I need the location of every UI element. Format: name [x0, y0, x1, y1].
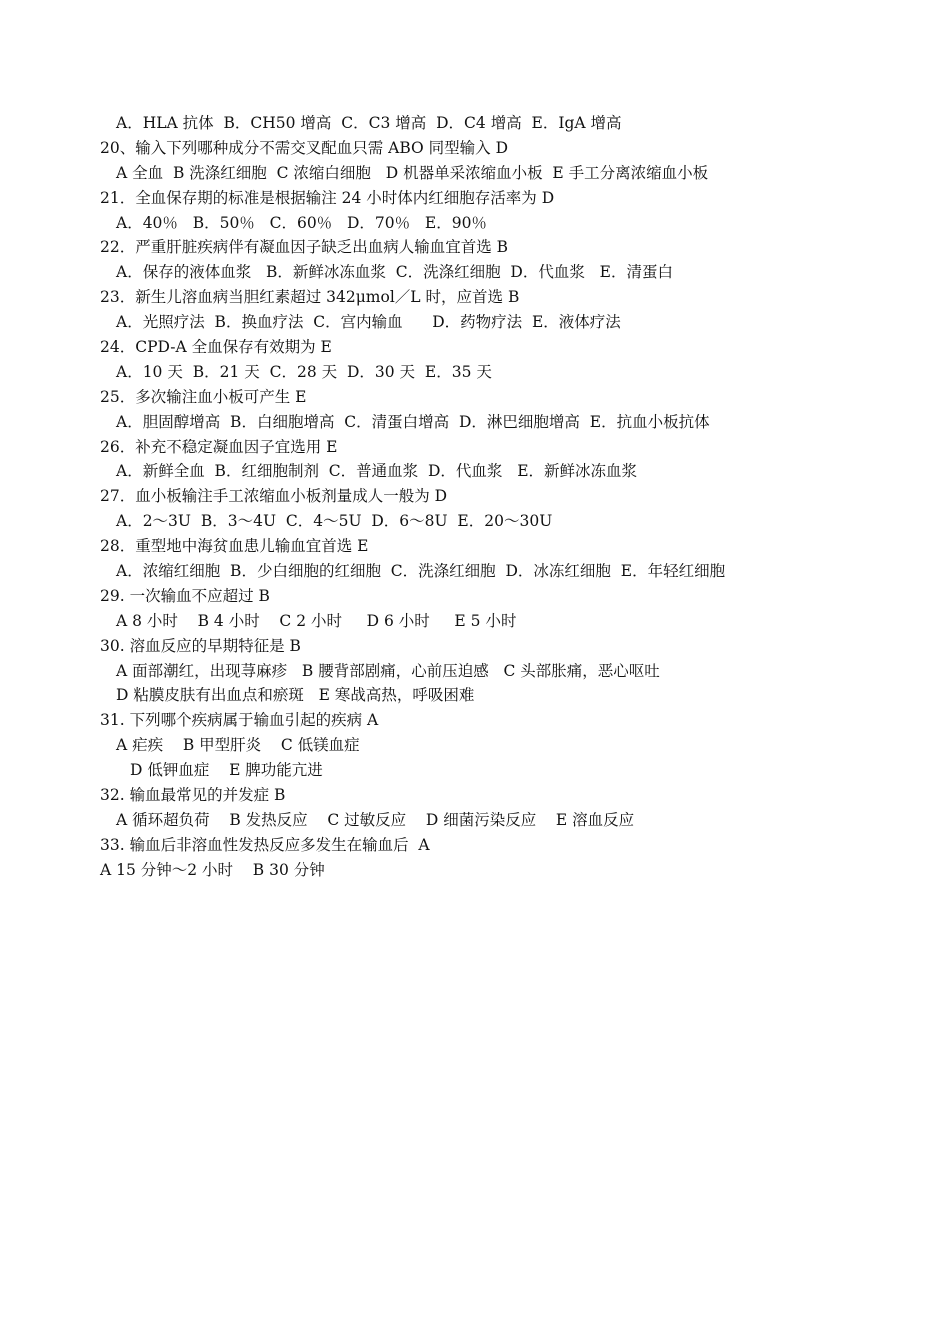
option-line: A．10 天 B．21 天 C．28 天 D．30 天 E．35 天: [116, 362, 492, 381]
option-line: A．光照疗法 B．换血疗法 C．宫内输血 D．药物疗法 E．液体疗法: [116, 313, 621, 332]
option-line: A 疟疾 B 甲型肝炎 C 低镁血症: [116, 736, 360, 755]
question-line: 28．重型地中海贫血患儿输血宜首选 E: [100, 537, 369, 556]
option-line: A．保存的液体血浆 B．新鲜冰冻血浆 C．洗涤红细胞 D．代血浆 E．清蛋白: [116, 263, 673, 282]
question-line: 29. 一次输血不应超过 B: [100, 586, 270, 605]
option-line: A．HLA 抗体 B．CH50 增高 C．C3 增高 D．C4 增高 E．IgA 增高: [116, 114, 622, 132]
question-line: 21．全血保存期的标准是根据输注 24 小时体内红细胞存活率为 D: [100, 188, 555, 207]
option-line: A 8 小时 B 4 小时 C 2 小时 D 6 小时 E 5 小时: [116, 611, 517, 630]
option-line: A 全血 B 洗涤红细胞 C 浓缩白细胞 D 机器单采浓缩血小板 E 手工分离浓缩血小板: [116, 163, 709, 182]
question-list: [0, 111, 950, 883]
question-line: 23．新生儿溶血病当胆红素超过 342μmol／L 时，应首选 B: [100, 288, 520, 307]
option-line: A 15 分钟～2 小时 B 30 分钟: [100, 860, 325, 879]
question-line: 26．补充不稳定凝血因子宜选用 E: [100, 437, 338, 456]
option-line: D 粘膜皮肤有出血点和瘀斑 E 寒战高热，呼吸困难: [116, 686, 475, 705]
question-line: 33. 输血后非溶血性发热反应多发生在输血后 A: [100, 835, 430, 854]
question-line: 27．血小板输注手工浓缩血小板剂量成人一般为 D: [100, 487, 448, 506]
question-line: 32. 输血最常见的并发症 B: [100, 786, 286, 805]
option-line: A．浓缩红细胞 B．少白细胞的红细胞 C．洗涤红细胞 D．冰冻红细胞 E．年轻红细胞: [116, 562, 726, 581]
question-line: 24．CPD-A 全血保存有效期为 E: [100, 338, 332, 357]
option-line: A 面部潮红，出现荨麻疹 B 腰背部剧痛，心前压迫感 C 头部胀痛，恶心呕吐: [116, 661, 660, 680]
option-line: D 低钾血症 E 脾功能亢进: [130, 761, 323, 780]
question-line: 22．严重肝脏疾病伴有凝血因子缺乏出血病人输血宜首选 B: [100, 238, 509, 257]
question-line: 30. 溶血反应的早期特征是 B: [100, 636, 301, 655]
question-line: 25．多次输注血小板可产生 E: [100, 387, 307, 406]
question-line: 31. 下列哪个疾病属于输血引起的疾病 A: [100, 711, 379, 730]
question-line: 20、输入下列哪种成分不需交叉配血只需 ABO 同型输入 D: [100, 138, 509, 157]
option-line: A．40％ B．50％ C．60％ D．70％ E．90％: [116, 213, 487, 232]
option-line: A．2～3U B．3～4U C．4～5U D．6～8U E．20～30U: [116, 512, 553, 531]
option-line: A．新鲜全血 B．红细胞制剂 C．普通血浆 D．代血浆 E．新鲜冰冻血浆: [116, 462, 638, 481]
option-line: A．胆固醇增高 B．白细胞增高 C．清蛋白增高 D．淋巴细胞增高 E．抗血小板抗体: [116, 412, 710, 431]
option-line: A 循环超负荷 B 发热反应 C 过敏反应 D 细菌污染反应 E 溶血反应: [116, 810, 635, 829]
